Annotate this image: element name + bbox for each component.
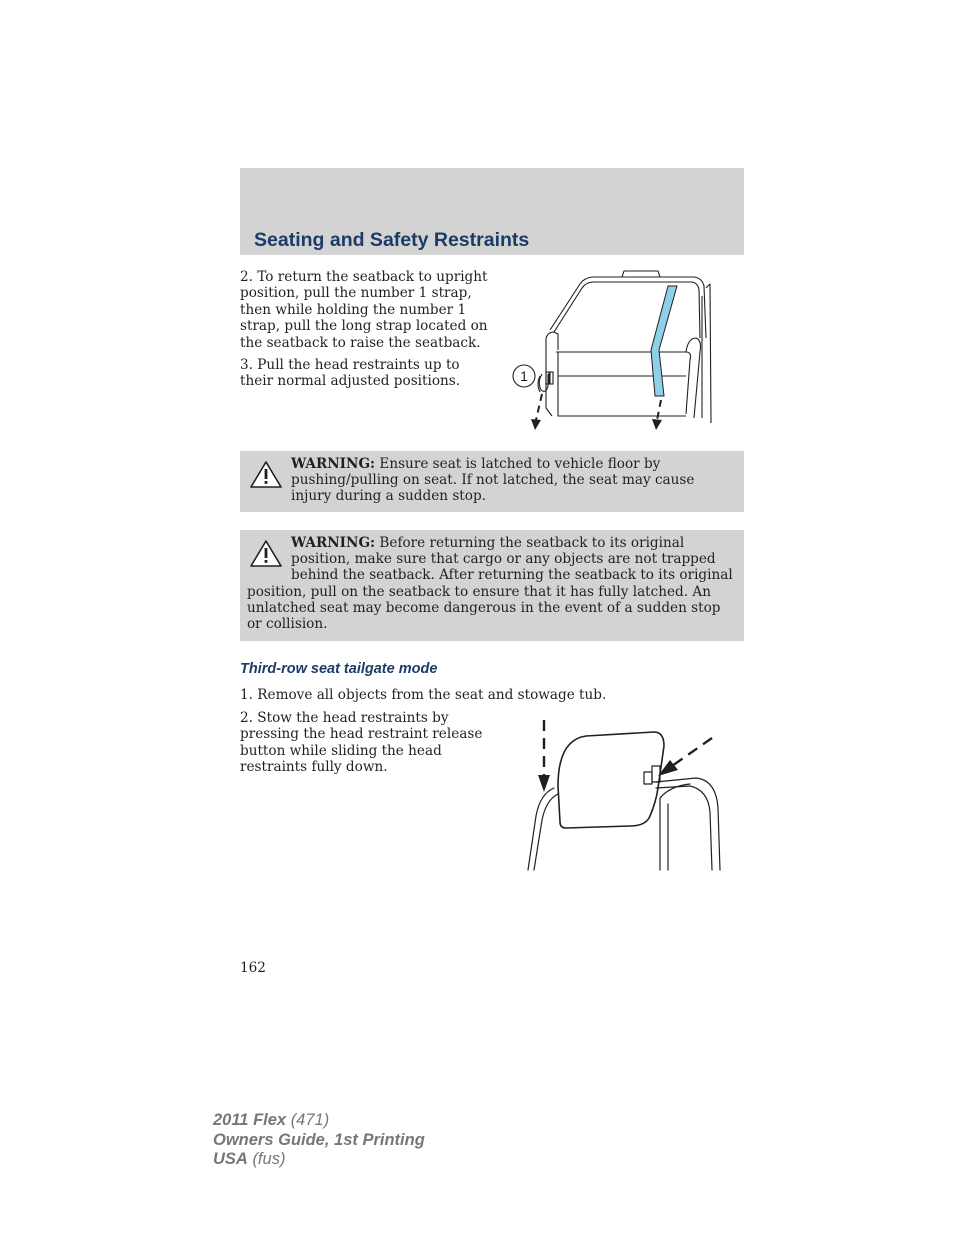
warning-label: WARNING: (291, 535, 376, 551)
warning-triangle-icon (249, 460, 283, 490)
head-restraint-illustration (520, 716, 726, 876)
page-number: 162 (240, 960, 266, 976)
down-arrow-icon (538, 775, 550, 792)
warning-text: Ensure seat is latched to vehicle floor by pushing/pulling on seat. If not latched, the seat may cause injury during a sudden stop. (291, 456, 695, 505)
footer-model: 2011 Flex (213, 1111, 287, 1129)
down-arrow-icon (652, 419, 662, 430)
warning-triangle-icon (249, 539, 283, 569)
footer-imprint (213, 1111, 425, 1170)
tailgate-step-1: 1. Remove all objects from the seat and stowage tub. (240, 687, 607, 703)
subsection-title: Third-row seat tailgate mode (240, 661, 438, 677)
footer-region-code: (fus) (252, 1150, 286, 1168)
warning-label: WARNING: (291, 456, 376, 472)
warning-box-1 (240, 451, 744, 512)
step-3-text: 3. Pull the head restraints up to their normal adjusted positions. (240, 357, 461, 390)
footer-region: USA (213, 1150, 248, 1168)
step-2-text: 2. To return the seatback to upright position, pull the number 1 strap, then while holding the number 1 strap, pull the long strap located on the seatback to raise the seatback. (240, 269, 488, 351)
warning-text: Before returning the seatback to its original position, make sure that cargo or any objects are not trapped behind the seatback. After returning the seatback to its original position, pull on the seatback to ensure that it has fully latched. An unlatched seat may become dangerous in the event of a sudden stop or collision. (247, 535, 733, 633)
callout-1-label: 1 (520, 368, 528, 384)
seatback-strap-illustration (510, 268, 724, 436)
footer-model-code: (471) (290, 1111, 330, 1129)
tailgate-step-2: 2. Stow the head restraints by pressing the head restraint release button while sliding the head restraints fully down. (240, 710, 483, 776)
footer-guide: Owners Guide, 1st Printing (213, 1130, 425, 1149)
section-header-band (240, 168, 744, 255)
warning-box-2 (240, 530, 744, 641)
down-arrow-icon (531, 419, 541, 430)
section-title: Seating and Safety Restraints (254, 229, 530, 251)
